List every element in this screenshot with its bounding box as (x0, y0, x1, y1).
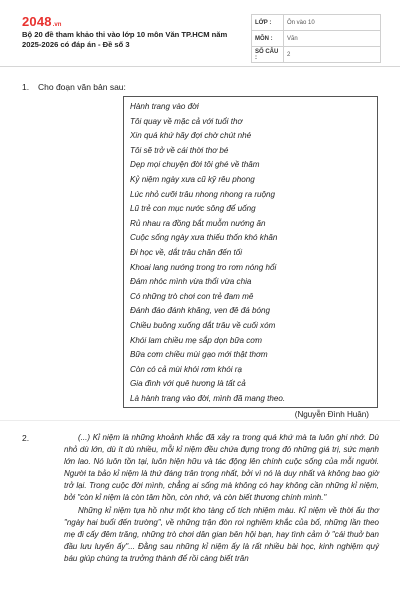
poem-line: Cuộc sống ngày xưa thiếu thốn khó khăn (130, 233, 278, 243)
poem-line: Là hành trang vào đời, mình đã mang theo. (130, 393, 286, 403)
info-label: SỐ CÂU : (252, 47, 284, 63)
question-1-prompt: Cho đoạn văn bản sau: (38, 82, 126, 92)
poem-line: Khoai lang nướng trong tro rơm nóng hổi (130, 262, 277, 272)
poem-line: Lũ trẻ con mục nước sông để uống (130, 204, 256, 214)
passage-paragraph: Những kỉ niệm tựa hồ như một kho tàng cổ tích nhiệm màu. Kỉ niệm về thời ấu thơ "ngày hai buổi đến trường", về những trận đòn roi nghiêm khắc của bố, những lần theo mẹ đi cấy đêm trăng, những trò chơi dân gian bên hội bạn, hay tình cảm ở "cái thuở ban đầu lưu luyến ấy"... Đằng sau những kỉ niệm ấy là rất nhiều bài học, kinh nghiệm quý báu giúp chúng ta trưởng thành để rồi càng biết trân (64, 506, 379, 564)
poem-line: Hành trang vào đời (130, 102, 199, 111)
poem-line: Đám nhóc mình vừa thổi vừa chia (130, 277, 252, 287)
poem-line: Rủ nhau ra đồng bắt muỗm nướng ăn (130, 218, 266, 228)
poem-line: Dẹp mọi chuyện đời tôi ghé về thăm (130, 160, 260, 170)
poem-box (123, 96, 378, 420)
info-label: LỚP : (252, 15, 284, 31)
info-table (251, 14, 381, 63)
poem-line: Khói lam chiều mẹ sắp dọn bữa cơm (130, 335, 262, 345)
poem-line: Xin quá khứ hãy đợi chờ chút nhé (130, 131, 252, 141)
poem-line: Kỷ niệm ngày xưa cũ kỹ rêu phong (130, 174, 255, 184)
document-title: Bộ 20 đề tham khảo thi vào lớp 10 môn Văn TP.HCM năm 2025-2026 có đáp án - Đề số 3 (22, 30, 228, 49)
info-row-class (252, 15, 381, 31)
question-2-number: 2. (22, 433, 30, 443)
poem-line: Bữa cơm chiều mùi gạo mới thật thơm (130, 350, 268, 360)
poem-line: Đi học về, dắt trâu chăn đến tối (130, 247, 243, 257)
site-logo[interactable] (22, 14, 61, 29)
info-row-count (252, 47, 381, 63)
info-row-subject (252, 31, 381, 47)
poem-line: Gia đình với quê hương là tất cả (130, 379, 246, 389)
info-label: MÔN : (252, 31, 284, 47)
info-value: Văn (284, 31, 381, 47)
poem-author: (Nguyễn Đình Huân) (294, 410, 369, 420)
poem-line: Có những trò chơi con trẻ đam mê (130, 291, 254, 301)
question-2-passage (64, 432, 379, 567)
info-value: Ôn vào 10 (284, 15, 381, 31)
poem-line: Tôi sẽ trở về cái thời thơ bé (130, 145, 229, 155)
logo-text: 2048 (22, 14, 52, 29)
info-value: 2 (284, 47, 381, 63)
poem-line: Còn có cả mùi khói rơm khói rạ (130, 364, 242, 374)
logo-domain: .vn (52, 22, 62, 28)
page-header (0, 0, 400, 67)
poem-line: Đánh đáo đánh khăng, ven đê đá bóng (130, 306, 270, 316)
question-1-number: 1. (22, 82, 30, 92)
poem-line: Lúc nhỏ cưỡi trâu nhong nhong ra ruộng (130, 189, 276, 199)
poem-line: Chiều buông xuống dắt trâu về cuối xóm (130, 320, 276, 330)
poem-line: Tôi quay về mặc cả với tuổi thơ (130, 116, 243, 126)
section-divider (0, 420, 400, 421)
passage-paragraph: (...) Kỉ niệm là những khoảnh khắc đã xảy ra trong quá khứ mà ta luôn ghi nhớ. Dù nhỏ dù lớn, dù ít dù nhiều, mỗi kỉ niệm đều chứa đựng trong đó những giá trị, sức mạnh lớn lao. Nó luôn tồn tại, luôn hiện hữu và tác động lên chính cuộc sống của mỗi người. Người ta bảo kỉ niệm là thứ đáng trân trọng nhất, bởi vì nó là duy nhất và không bao giờ trở lại. Trong cuộc đời mình, chẳng ai sống mà không có hay không cần những kỉ niệm, bởi "còn kỉ niệm là còn tâm hồn, còn nhớ, và còn biết thương chính mình." (64, 433, 379, 502)
